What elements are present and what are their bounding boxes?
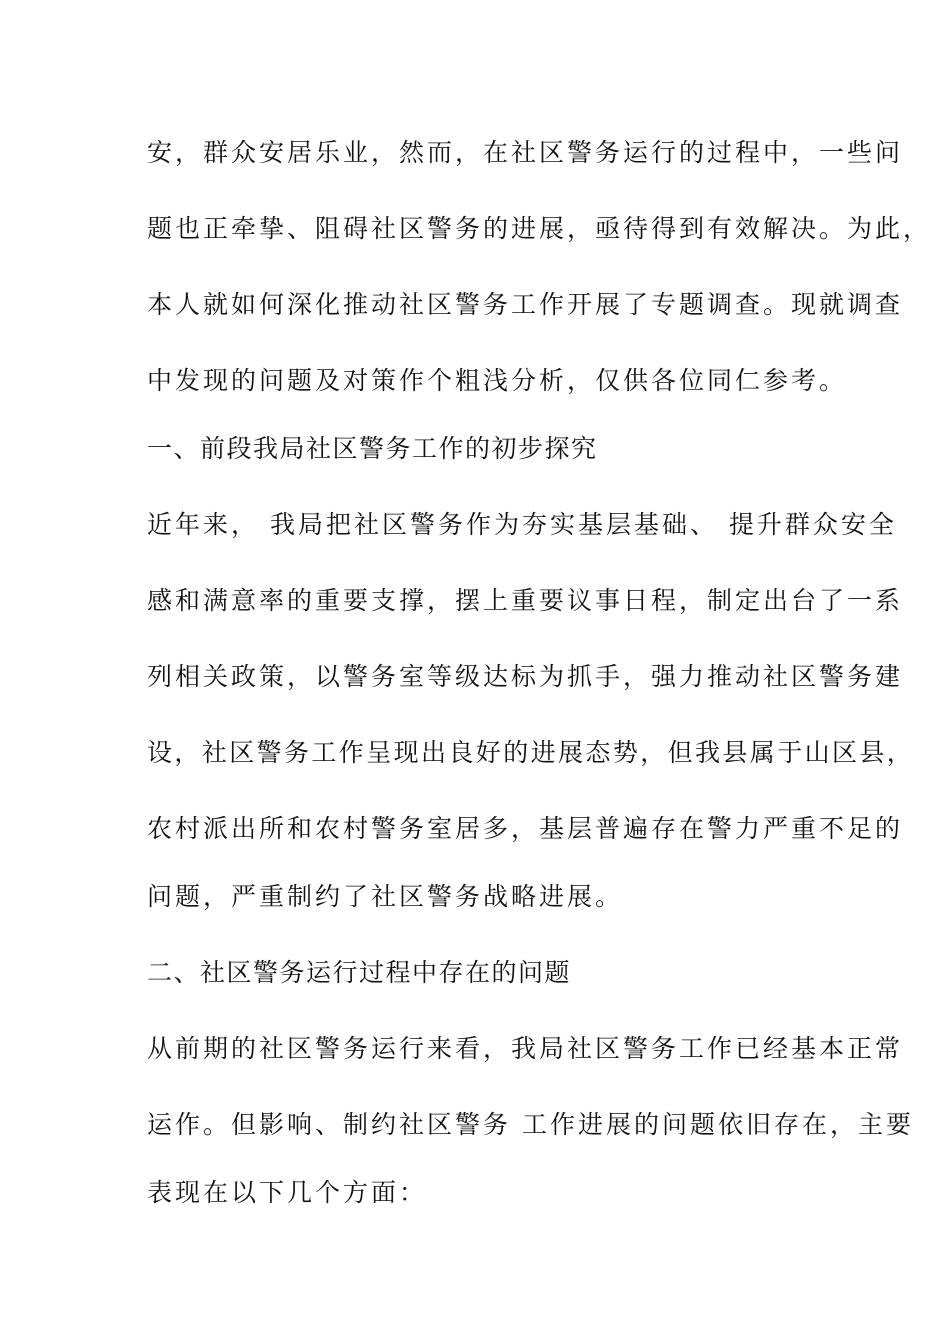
paragraph-line: 本人就如何深化推动社区警务工作开展了专题调查。现就调查 (147, 290, 904, 319)
section-heading-2: 二、社区警务运行过程中存在的问题 (147, 958, 572, 987)
paragraph-line: 设，社区警务工作呈现出良好的进展态势，但我县属于山区县， (147, 738, 915, 767)
paragraph-line: 农村派出所和农村警务室居多，基层普遍存在警力严重不足的 (147, 814, 904, 843)
paragraph-line: 题也正牵挚、阻碍社区警务的进展，亟待得到有效解决。为此， (147, 214, 932, 243)
paragraph-line: 列相关政策，以警务室等级达标为抓手，强力推动社区警务建 (147, 662, 904, 691)
paragraph-line: 表现在以下几个方面： (147, 1178, 428, 1207)
paragraph-line: 问题，严重制约了社区警务战略进展。 (147, 882, 624, 911)
paragraph-line: 安，群众安居乐业，然而，在社区警务运行的过程中，一些问 (147, 138, 904, 167)
paragraph-line: 近年来， 我局把社区警务作为夯实基层基础、 提升群众安全 (147, 510, 897, 539)
paragraph-line: 中发现的问题及对策作个粗浅分析，仅供各位同仁参考。 (147, 366, 848, 395)
paragraph-line: 从前期的社区警务运行来看，我局社区警务工作已经基本正常 (147, 1034, 904, 1063)
paragraph-line: 感和满意率的重要支撑，摆上重要议事日程，制定出台了一系 (147, 586, 904, 615)
paragraph-line: 运作。但影响、制约社区警务 工作进展的问题依旧存在，主要 (147, 1110, 914, 1139)
section-heading-1: 一、前段我局社区警务工作的初步探究 (147, 434, 598, 463)
